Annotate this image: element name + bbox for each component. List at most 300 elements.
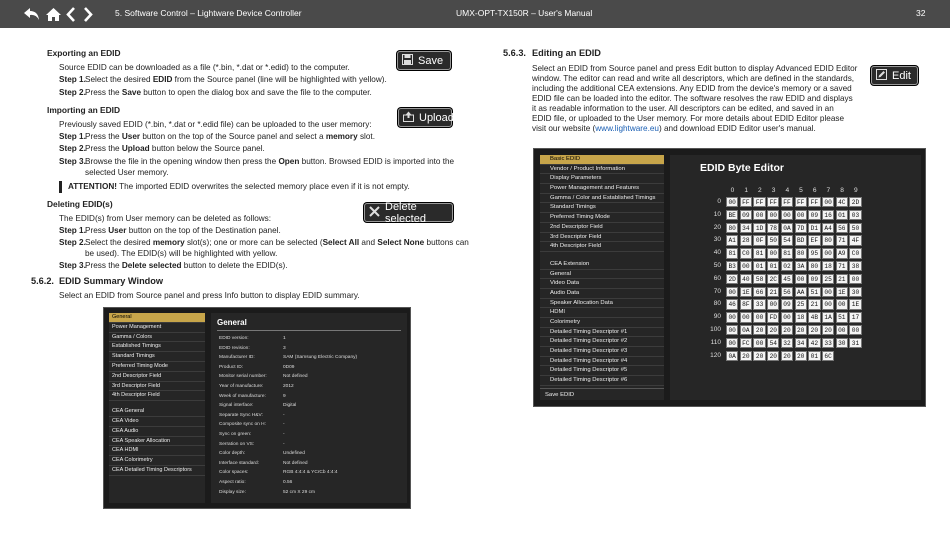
- summary-menu-item[interactable]: CEA Video: [109, 417, 205, 427]
- delete-step2-cont: be used). The EDID(s) will be highlighted with yellow.: [85, 249, 278, 258]
- editor-menu-item[interactable]: Detailed Timing Descriptor #3: [540, 347, 664, 357]
- byte-cell[interactable]: FF: [740, 197, 752, 207]
- byte-cell[interactable]: 38: [849, 261, 861, 271]
- step-label: Step 1.: [59, 226, 86, 235]
- step-text: button. Browsed EDID is imported into the: [299, 157, 455, 166]
- byte-cell[interactable]: 20: [753, 325, 765, 335]
- delete-x-icon: [369, 206, 380, 220]
- byte-cell[interactable]: 4B: [808, 312, 820, 322]
- editor-menu-item[interactable]: CEA Extension: [540, 260, 664, 270]
- summary-menu-item[interactable]: 3rd Descriptor Field: [109, 382, 205, 392]
- byte-cell[interactable]: 00: [795, 274, 807, 284]
- summary-title: General: [217, 318, 247, 327]
- summary-heading: EDID Summary Window: [59, 276, 164, 286]
- summary-title-rule: [217, 330, 401, 331]
- summary-menu-item[interactable]: CEA Colorimetry: [109, 456, 205, 466]
- summary-row-label: EDID revision:: [219, 345, 250, 351]
- byte-row-label: 0: [717, 198, 721, 205]
- upload-button[interactable]: [398, 108, 452, 127]
- summary-row-value: 2012: [283, 384, 294, 389]
- editor-menu-group2: [540, 260, 664, 386]
- byte-cell[interactable]: 1D: [753, 223, 765, 233]
- byte-cell[interactable]: 71: [836, 261, 848, 271]
- byte-cell[interactable]: 66: [753, 287, 765, 297]
- byte-cell[interactable]: 03: [849, 210, 861, 220]
- summary-menu-item[interactable]: General: [109, 313, 205, 323]
- summary-row-label: Year of manufacture:: [219, 384, 264, 389]
- byte-cell[interactable]: 18: [795, 312, 807, 322]
- byte-cell[interactable]: 00: [781, 210, 793, 220]
- delete-step2: [59, 238, 469, 249]
- editor-menu-item[interactable]: 3rd Descriptor Field: [540, 233, 664, 243]
- byte-cell[interactable]: 1A: [822, 312, 834, 322]
- byte-cell[interactable]: A9: [836, 248, 848, 258]
- byte-cell[interactable]: 2D: [849, 197, 861, 207]
- byte-row-label: 30: [713, 236, 721, 244]
- byte-cell[interactable]: 09: [740, 210, 752, 220]
- byte-cell[interactable]: 00: [726, 287, 738, 297]
- step-bold: Upload: [121, 144, 150, 153]
- summary-row-value: -: [283, 412, 285, 418]
- byte-cell[interactable]: 0F: [753, 235, 765, 245]
- byte-cell[interactable]: 0A: [781, 223, 793, 233]
- byte-cell[interactable]: 20: [767, 351, 779, 361]
- byte-cell[interactable]: 33: [822, 338, 834, 348]
- byte-cell[interactable]: 00: [795, 210, 807, 220]
- byte-cell[interactable]: 54: [767, 338, 779, 348]
- byte-cell[interactable]: 00: [849, 274, 861, 284]
- byte-row-label: 50: [713, 262, 721, 269]
- step-text: button on the top of the Source panel and select a: [140, 132, 326, 141]
- byte-cell[interactable]: 20: [781, 351, 793, 361]
- byte-col-header: 1: [744, 187, 749, 194]
- summary-menu-item[interactable]: Power Management: [109, 323, 205, 333]
- editor-menu-item[interactable]: Standard Timings: [540, 203, 664, 213]
- byte-cell[interactable]: 71: [836, 235, 848, 245]
- edit-button-label: Edit: [892, 69, 911, 82]
- byte-cell[interactable]: 40: [740, 274, 752, 284]
- summary-content: [211, 313, 407, 503]
- byte-cell[interactable]: 1E: [740, 287, 752, 297]
- byte-cell[interactable]: 00: [849, 325, 861, 335]
- editor-menu-item[interactable]: Detailed Timing Descriptor #4: [540, 357, 664, 367]
- byte-row-label: 40: [713, 249, 721, 257]
- byte-cell[interactable]: 2D: [726, 274, 738, 284]
- byte-cell[interactable]: 80: [795, 248, 807, 258]
- byte-cell[interactable]: 56: [781, 287, 793, 297]
- summary-row-value: Digital: [283, 403, 297, 409]
- para-text: visit our website (: [532, 124, 596, 133]
- byte-cell[interactable]: 01: [753, 261, 765, 271]
- byte-cell[interactable]: 00: [822, 287, 834, 297]
- step-text: Select the desired: [85, 75, 153, 84]
- byte-cell[interactable]: 00: [836, 299, 848, 309]
- byte-cell[interactable]: 2C: [767, 274, 779, 284]
- byte-row-label: 120: [710, 351, 721, 359]
- summary-menu: [109, 313, 205, 503]
- byte-cell[interactable]: 25: [795, 299, 807, 309]
- summary-row-label: Manufacturer ID:: [219, 355, 255, 361]
- byte-cell[interactable]: 54: [781, 235, 793, 245]
- byte-col-header: 8: [840, 187, 844, 194]
- summary-menu-item[interactable]: Preferred Timing Mode: [109, 362, 205, 372]
- menu-gap: [540, 252, 664, 260]
- step-text: slot.: [357, 132, 375, 141]
- byte-cell[interactable]: 00: [726, 338, 738, 348]
- editor-menu-item[interactable]: Video Data: [540, 279, 664, 289]
- step-label: Step 1.: [59, 75, 86, 84]
- byte-cell[interactable]: 51: [836, 312, 848, 322]
- home-icon[interactable]: [44, 5, 62, 23]
- editor-menu-item[interactable]: Display Parameters: [540, 174, 664, 184]
- import-step3: [59, 157, 454, 168]
- byte-col-header: 7: [826, 187, 831, 194]
- save-button-label: Save: [418, 54, 444, 67]
- editor-menu-item[interactable]: Colorimetry: [540, 318, 664, 328]
- byte-cell[interactable]: FF: [781, 197, 793, 207]
- summary-row-label: Interface standard:: [219, 460, 259, 466]
- byte-cell[interactable]: 21: [836, 274, 848, 284]
- delete-step1: [59, 226, 281, 237]
- edit-section-number: 5.6.3.: [503, 48, 526, 58]
- byte-cell[interactable]: 00: [753, 338, 765, 348]
- byte-cell[interactable]: 20: [808, 325, 820, 335]
- edit-paragraph-last: [532, 124, 816, 135]
- summary-menu-item[interactable]: Gamma / Colors: [109, 333, 205, 343]
- byte-cell[interactable]: 34: [740, 223, 752, 233]
- summary-row-label: Sync on green:: [219, 432, 252, 437]
- byte-cell[interactable]: 20: [753, 351, 765, 361]
- byte-cell[interactable]: 20: [795, 351, 807, 361]
- summary-row-label: Week of manufacture:: [219, 393, 266, 399]
- byte-cell[interactable]: 00: [740, 261, 752, 271]
- summary-row-value: -: [283, 441, 285, 447]
- editor-menu-item[interactable]: Preferred Timing Mode: [540, 213, 664, 223]
- byte-cell[interactable]: FC: [740, 338, 752, 348]
- step-bold: Select All: [322, 238, 360, 247]
- byte-cell[interactable]: D1: [808, 223, 820, 233]
- summary-menu-item[interactable]: CEA Speaker Allocation: [109, 437, 205, 447]
- edit-paragraph-line: it as readable information to the user. All descriptors can be edited, and saved in an: [532, 104, 834, 113]
- byte-cell[interactable]: 50: [849, 223, 861, 233]
- byte-cell[interactable]: 16: [822, 210, 834, 220]
- pencil-icon: [876, 69, 887, 83]
- step-text: Press the: [85, 144, 122, 153]
- editor-menu: [540, 155, 664, 400]
- byte-cell[interactable]: 80: [726, 223, 738, 233]
- summary-menu-item[interactable]: CEA Detailed Timing Descriptors: [109, 466, 205, 476]
- byte-cell[interactable]: 28: [740, 235, 752, 245]
- back-icon[interactable]: [22, 5, 40, 23]
- summary-row-value: 0D09: [283, 364, 295, 370]
- summary-row-value: SAM (Samsung Electric Company): [283, 355, 358, 361]
- summary-row-value: 1: [283, 336, 286, 341]
- byte-cell[interactable]: 6C: [822, 351, 834, 361]
- byte-cell[interactable]: FF: [767, 197, 779, 207]
- save-edid-button[interactable]: [540, 388, 664, 400]
- summary-row-label: Display size:: [219, 489, 246, 495]
- byte-cell[interactable]: 33: [753, 299, 765, 309]
- byte-cell[interactable]: 21: [808, 299, 820, 309]
- byte-cell[interactable]: 80: [822, 235, 834, 245]
- byte-cell[interactable]: 45: [781, 274, 793, 284]
- byte-cell[interactable]: B3: [726, 261, 738, 271]
- byte-row-label: 60: [713, 274, 721, 282]
- byte-cell[interactable]: 0A: [726, 351, 738, 361]
- byte-cell[interactable]: EF: [808, 235, 820, 245]
- save-button[interactable]: [397, 51, 451, 70]
- summary-row-label: Product ID:: [219, 364, 243, 370]
- attention-label: ATTENTION!: [68, 182, 117, 191]
- byte-cell[interactable]: 34: [795, 338, 807, 348]
- byte-col-header: 5: [799, 187, 803, 194]
- editor-menu-item[interactable]: Power Management and Features: [540, 184, 664, 194]
- byte-row-label: 70: [713, 287, 721, 295]
- summary-row-value: RGB 4:4:4 & YCrCb 4:4:4: [283, 470, 338, 476]
- para-text: ) and download EDID Editor user's manual.: [658, 124, 816, 133]
- byte-cell[interactable]: A1: [726, 235, 738, 245]
- editor-menu-item[interactable]: Detailed Timing Descriptor #1: [540, 328, 664, 338]
- import-heading: Importing an EDID: [47, 105, 121, 115]
- summary-row-label: Signal interface:: [219, 403, 254, 409]
- summary-menu-item[interactable]: CEA Audio: [109, 427, 205, 437]
- byte-cell[interactable]: 50: [767, 235, 779, 245]
- summary-menu-item[interactable]: Standard Timings: [109, 352, 205, 362]
- byte-row-label: 20: [713, 223, 721, 231]
- step-text: slot(s); one or more can be selected (: [184, 238, 323, 247]
- summary-row-value: 9: [283, 393, 286, 399]
- byte-cell[interactable]: 20: [822, 325, 834, 335]
- summary-row-label: Monitor serial number:: [219, 374, 267, 380]
- editor-menu-item[interactable]: Detailed Timing Descriptor #2: [540, 337, 664, 347]
- byte-cell[interactable]: 00: [753, 312, 765, 322]
- editor-menu-item[interactable]: 2nd Descriptor Field: [540, 223, 664, 233]
- lightware-link[interactable]: www.lightware.eu: [595, 124, 659, 133]
- byte-cell[interactable]: 81: [781, 248, 793, 258]
- step-text: Press the: [85, 261, 122, 270]
- byte-cell[interactable]: 09: [808, 210, 820, 220]
- byte-cell[interactable]: AA: [795, 287, 807, 297]
- export-heading: Exporting an EDID: [47, 48, 121, 58]
- byte-row-label: 80: [713, 300, 721, 308]
- editor-menu-item[interactable]: Detailed Timing Descriptor #5: [540, 366, 664, 376]
- byte-cell[interactable]: BE: [726, 210, 738, 220]
- byte-cell[interactable]: 00: [767, 299, 779, 309]
- byte-cell[interactable]: 09: [781, 299, 793, 309]
- editor-menu-item[interactable]: General: [540, 270, 664, 280]
- byte-cell[interactable]: 20: [781, 325, 793, 335]
- upload-icon: [403, 111, 414, 125]
- byte-cell[interactable]: 46: [726, 299, 738, 309]
- summary-row-value: 3: [283, 345, 286, 351]
- step-bold: User: [108, 226, 127, 235]
- step-bold: memory: [152, 238, 185, 247]
- byte-cell[interactable]: A4: [822, 223, 834, 233]
- byte-col-header: 2: [758, 187, 762, 194]
- byte-cell[interactable]: 7D: [795, 223, 807, 233]
- editor-menu-item[interactable]: Vendor / Product Information: [540, 165, 664, 175]
- byte-cell[interactable]: 20: [740, 351, 752, 361]
- edid-summary-window: [103, 307, 411, 509]
- byte-cell[interactable]: 30: [849, 287, 861, 297]
- summary-row-value: Not defined: [283, 460, 308, 466]
- editor-menu-item[interactable]: Basic EDID: [540, 155, 664, 165]
- byte-cell[interactable]: 00: [836, 325, 848, 335]
- edit-button[interactable]: [871, 66, 918, 85]
- step-text: from the Source panel (line will be highlighted with yellow).: [172, 75, 387, 84]
- byte-cell[interactable]: 00: [767, 210, 779, 220]
- edit-paragraph-line: Select an EDID from Source panel and press Edit button to display Advanced EDID Editor: [532, 64, 858, 73]
- byte-col-header: 3: [771, 187, 776, 194]
- byte-cell[interactable]: 00: [822, 299, 834, 309]
- import-step2: [59, 144, 265, 155]
- step-text: button to open the dialog box and save the file to the computer.: [141, 88, 372, 97]
- summary-menu-group2: [109, 407, 205, 476]
- byte-cell[interactable]: 3A: [795, 261, 807, 271]
- byte-cell[interactable]: 81: [726, 248, 738, 258]
- editor-menu-item[interactable]: Audio Data: [540, 289, 664, 299]
- byte-cell[interactable]: 18: [822, 261, 834, 271]
- byte-cell[interactable]: 1E: [836, 287, 848, 297]
- byte-cell[interactable]: 02: [781, 261, 793, 271]
- floppy-icon: [402, 54, 413, 68]
- step-text: button to delete the EDID(s).: [181, 261, 288, 270]
- byte-cell[interactable]: 95: [808, 248, 820, 258]
- summary-menu-item[interactable]: 4th Descriptor Field: [109, 391, 205, 401]
- byte-cell[interactable]: 00: [822, 197, 834, 207]
- byte-cell[interactable]: 17: [849, 312, 861, 322]
- byte-cell[interactable]: 01: [767, 261, 779, 271]
- summary-row-label: Aspect ratio:: [219, 480, 246, 485]
- byte-cell[interactable]: 8F: [740, 299, 752, 309]
- step-label: Step 3.: [59, 157, 86, 166]
- save-edid-label: Save EDID: [545, 392, 575, 398]
- summary-menu-item[interactable]: CEA HDMI: [109, 446, 205, 456]
- byte-cell[interactable]: 25: [822, 274, 834, 284]
- export-step2: [59, 88, 372, 99]
- summary-row-label: Composite sync on H:: [219, 422, 266, 428]
- byte-cell[interactable]: 00: [767, 248, 779, 258]
- step-bold: User: [121, 132, 141, 141]
- step-text: and: [359, 238, 378, 247]
- summary-section-number: 5.6.2.: [31, 276, 54, 286]
- byte-cell[interactable]: 0A: [740, 325, 752, 335]
- summary-row-label: Serration on VS:: [219, 441, 255, 447]
- export-step1: [59, 75, 387, 86]
- byte-cell[interactable]: 01: [836, 210, 848, 220]
- byte-editor-panel: [670, 155, 921, 400]
- byte-cell[interactable]: 32: [781, 338, 793, 348]
- editor-menu-item[interactable]: 4th Descriptor Field: [540, 242, 664, 252]
- edit-paragraph-line: window. The editor can read and write all descriptors, which are defined in the standards,: [532, 74, 855, 83]
- summary-row-value: 52 cm X 29 cm: [283, 489, 315, 495]
- edit-paragraph-line: including the additional CEA extensions. Any EDID from the device's memory or a saved: [532, 84, 852, 93]
- page-number: 32: [916, 8, 926, 18]
- editor-menu-item[interactable]: Gamma / Color and Established Timings: [540, 194, 664, 204]
- byte-cell[interactable]: 81: [753, 248, 765, 258]
- byte-cell[interactable]: 20: [795, 325, 807, 335]
- byte-cell[interactable]: 80: [808, 261, 820, 271]
- next-icon[interactable]: [82, 5, 94, 23]
- summary-menu-item[interactable]: Established Timings: [109, 342, 205, 352]
- summary-row-value: Not defined: [283, 374, 308, 380]
- byte-cell[interactable]: 42: [808, 338, 820, 348]
- byte-cell[interactable]: C0: [849, 248, 861, 258]
- byte-cell[interactable]: 01: [808, 351, 820, 361]
- byte-cell[interactable]: 00: [726, 197, 738, 207]
- summary-menu-item[interactable]: CEA General: [109, 407, 205, 417]
- import-intro: Previously saved EDID (*.bin, *.dat or *.edid file) can be uploaded to the user memory:: [59, 120, 372, 129]
- step-label: Step 2.: [59, 88, 86, 97]
- byte-cell[interactable]: C0: [740, 248, 752, 258]
- byte-cell[interactable]: FF: [795, 197, 807, 207]
- byte-cell[interactable]: 4C: [836, 197, 848, 207]
- byte-cell[interactable]: 56: [836, 223, 848, 233]
- byte-cell[interactable]: 09: [808, 274, 820, 284]
- byte-cell[interactable]: 51: [808, 287, 820, 297]
- summary-row-value: Undefined: [283, 451, 305, 457]
- summary-row-label: Color depth:: [219, 451, 246, 457]
- summary-row-label: Separate Sync H&V:: [219, 412, 263, 418]
- byte-cell[interactable]: 00: [753, 210, 765, 220]
- header-section-title: 5. Software Control – Lightware Device Controller: [115, 8, 302, 18]
- editor-menu-item[interactable]: HDMI: [540, 308, 664, 318]
- attention-bar: [59, 181, 62, 193]
- byte-cell[interactable]: 00: [822, 248, 834, 258]
- byte-editor-title: EDID Byte Editor: [700, 162, 785, 174]
- step-text: button below the Source panel.: [149, 144, 265, 153]
- byte-cell[interactable]: 78: [767, 223, 779, 233]
- step-bold: Save: [121, 88, 141, 97]
- summary-menu-group1: [109, 313, 205, 401]
- step-text: Select the desired: [85, 238, 153, 247]
- summary-menu-item[interactable]: 2nd Descriptor Field: [109, 372, 205, 382]
- summary-row-value: 0.56: [283, 480, 293, 485]
- step-text: Browse the file in the opening window then press the: [85, 157, 279, 166]
- byte-cell[interactable]: 4F: [849, 235, 861, 245]
- step-bold: memory: [325, 132, 358, 141]
- byte-row-label: 100: [710, 326, 721, 333]
- export-intro: Source EDID can be downloaded as a file (*.bin, *.dat or *.edid) to the computer.: [59, 63, 350, 72]
- byte-cell[interactable]: 00: [726, 325, 738, 335]
- byte-cell[interactable]: 21: [767, 287, 779, 297]
- byte-cell[interactable]: 58: [753, 274, 765, 284]
- step-text: Press the: [85, 132, 122, 141]
- byte-cell[interactable]: BD: [795, 235, 807, 245]
- summary-row-value: -: [283, 422, 285, 428]
- byte-cell[interactable]: 00: [781, 312, 793, 322]
- byte-cell[interactable]: 00: [726, 312, 738, 322]
- step-text: Press the: [85, 88, 122, 97]
- editor-menu-item[interactable]: Detailed Timing Descriptor #6: [540, 376, 664, 386]
- byte-cell[interactable]: FF: [808, 197, 820, 207]
- editor-menu-group1: [540, 155, 664, 252]
- byte-cell[interactable]: 30: [836, 338, 848, 348]
- byte-cell[interactable]: 1E: [849, 299, 861, 309]
- editor-menu-item[interactable]: Speaker Allocation Data: [540, 299, 664, 309]
- step-bold: Select None: [377, 238, 425, 247]
- byte-cell[interactable]: 00: [740, 312, 752, 322]
- prev-icon[interactable]: [65, 5, 77, 23]
- byte-row-label: 90: [713, 313, 721, 321]
- byte-cell[interactable]: FF: [753, 197, 765, 207]
- byte-cell[interactable]: FD: [767, 312, 779, 322]
- step-bold: Open: [278, 157, 300, 166]
- delete-selected-button[interactable]: [364, 200, 453, 225]
- page-header: [0, 0, 950, 28]
- byte-cell[interactable]: 31: [849, 338, 861, 348]
- byte-cell[interactable]: 20: [767, 325, 779, 335]
